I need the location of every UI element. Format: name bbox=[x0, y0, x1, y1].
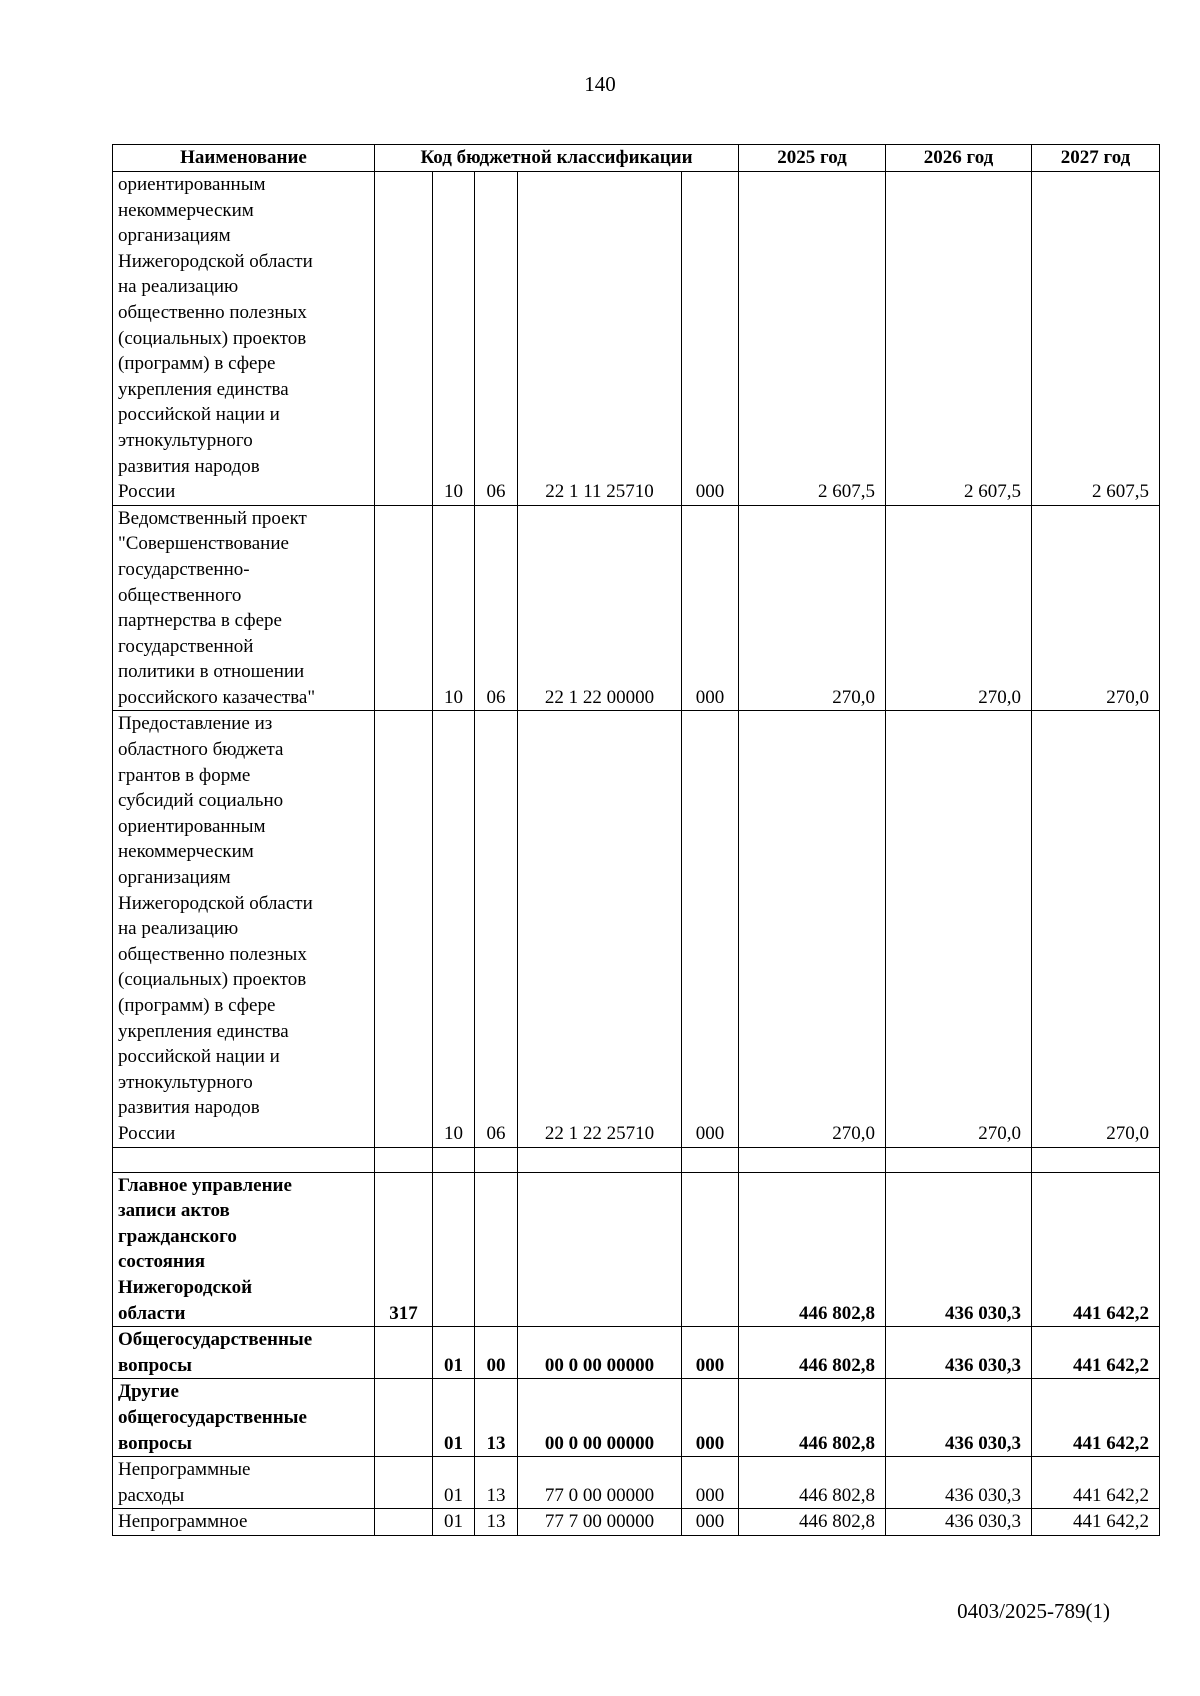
cell-ved bbox=[375, 1509, 433, 1536]
name-line: российской нации и bbox=[118, 1046, 280, 1068]
cell-2027: 270,0 bbox=[1032, 711, 1160, 1147]
cell-2026: 436 030,3 bbox=[886, 1509, 1032, 1536]
cell-pr bbox=[475, 1147, 518, 1172]
cell-2027: 441 642,2 bbox=[1032, 1457, 1160, 1509]
cell-2026: 270,0 bbox=[886, 505, 1032, 711]
name-line: (социальных) проектов bbox=[118, 969, 307, 991]
cell-ved bbox=[375, 505, 433, 711]
cell-rz bbox=[433, 1147, 475, 1172]
cell-csr: 22 1 11 25710 bbox=[518, 172, 682, 506]
cell-vr: 000 bbox=[682, 1457, 739, 1509]
name-line: государственно- bbox=[118, 558, 250, 580]
cell-csr: 22 1 22 00000 bbox=[518, 505, 682, 711]
cell-rz: 10 bbox=[433, 505, 475, 711]
name-line: состояния bbox=[118, 1251, 206, 1273]
cell-pr: 00 bbox=[475, 1327, 518, 1379]
cell-2027: 441 642,2 bbox=[1032, 1172, 1160, 1327]
name-line: укрепления единства bbox=[118, 1020, 289, 1042]
table-row bbox=[113, 172, 1160, 506]
name-line: государственной bbox=[118, 635, 254, 657]
header-2026: 2026 год bbox=[886, 145, 1032, 172]
name-line: Нижегородской bbox=[118, 1276, 253, 1298]
header-2027: 2027 год bbox=[1032, 145, 1160, 172]
cell-2026: 436 030,3 bbox=[886, 1327, 1032, 1379]
cell-name bbox=[113, 172, 375, 506]
table-header-row bbox=[113, 145, 1160, 172]
cell-pr bbox=[475, 1172, 518, 1327]
name-line: политики в отношении bbox=[118, 661, 305, 683]
name-line: этнокультурного bbox=[118, 1071, 253, 1093]
name-line: (программ) в сфере bbox=[118, 995, 276, 1016]
name-line: Непрограммные bbox=[118, 1459, 251, 1481]
name-line: Общегосударственные bbox=[118, 1329, 313, 1351]
name-line: вопросы bbox=[118, 1354, 192, 1376]
name-line: этнокультурного bbox=[118, 429, 253, 451]
cell-ved bbox=[375, 711, 433, 1147]
name-line: грантов в форме bbox=[118, 764, 251, 786]
cell-rz: 01 bbox=[433, 1327, 475, 1379]
name-line: российского казачества" bbox=[118, 686, 316, 708]
cell-2026: 436 030,3 bbox=[886, 1457, 1032, 1509]
cell-rz: 01 bbox=[433, 1379, 475, 1457]
name-line: России bbox=[118, 481, 176, 503]
name-line: Предоставление из bbox=[118, 713, 273, 735]
table-row bbox=[113, 711, 1160, 1147]
cell-2026: 270,0 bbox=[886, 711, 1032, 1147]
cell-pr: 06 bbox=[475, 711, 518, 1147]
cell-vr: 000 bbox=[682, 711, 739, 1147]
name-line: записи актов bbox=[118, 1200, 230, 1222]
cell-vr: 000 bbox=[682, 1379, 739, 1457]
cell-ved bbox=[375, 1327, 433, 1379]
cell-2026 bbox=[886, 1147, 1032, 1172]
name-line: развития народов bbox=[118, 1097, 260, 1119]
name-line: (программ) в сфере bbox=[118, 353, 276, 375]
cell-name bbox=[113, 1509, 375, 1536]
cell-pr: 06 bbox=[475, 505, 518, 711]
cell-vr: 000 bbox=[682, 1327, 739, 1379]
name-line: ориентированным bbox=[118, 815, 266, 837]
name-line: Непрограммное bbox=[118, 1511, 248, 1533]
cell-ved bbox=[375, 1379, 433, 1457]
name-line: общественно полезных bbox=[118, 301, 307, 323]
name-line: некоммерческим bbox=[118, 841, 254, 863]
cell-2025: 446 802,8 bbox=[739, 1379, 886, 1457]
cell-2025: 2 607,5 bbox=[739, 172, 886, 506]
cell-2025: 270,0 bbox=[739, 505, 886, 711]
table-row bbox=[113, 1327, 1160, 1379]
name-line: российской нации и bbox=[118, 404, 280, 426]
cell-rz: 10 bbox=[433, 172, 475, 506]
budget-table bbox=[112, 144, 1160, 1536]
cell-name bbox=[113, 1172, 375, 1327]
cell-ved bbox=[375, 1147, 433, 1172]
cell-rz: 10 bbox=[433, 711, 475, 1147]
name-line: Ведомственный проект bbox=[118, 507, 307, 529]
cell-csr: 77 7 00 00000 bbox=[518, 1509, 682, 1536]
cell-pr: 13 bbox=[475, 1457, 518, 1509]
cell-ved: 317 bbox=[375, 1172, 433, 1327]
table-row bbox=[113, 1509, 1160, 1536]
cell-rz bbox=[433, 1172, 475, 1327]
cell-csr: 22 1 22 25710 bbox=[518, 711, 682, 1147]
cell-vr: 000 bbox=[682, 505, 739, 711]
table-row bbox=[113, 1457, 1160, 1509]
name-line: укрепления единства bbox=[118, 378, 289, 400]
cell-vr: 000 bbox=[682, 172, 739, 506]
cell-csr: 00 0 00 00000 bbox=[518, 1327, 682, 1379]
cell-csr: 77 0 00 00000 bbox=[518, 1457, 682, 1509]
name-line: субсидий социально bbox=[118, 790, 284, 812]
cell-2025: 446 802,8 bbox=[739, 1327, 886, 1379]
cell-ved bbox=[375, 172, 433, 506]
name-line: развития народов bbox=[118, 455, 260, 477]
cell-2027: 441 642,2 bbox=[1032, 1509, 1160, 1536]
name-line: организациям bbox=[118, 225, 231, 247]
name-line: партнерства в сфере bbox=[118, 610, 282, 632]
cell-vr bbox=[682, 1147, 739, 1172]
name-line: общегосударственные bbox=[118, 1406, 307, 1428]
table-body bbox=[113, 172, 1160, 1536]
name-line: на реализацию bbox=[118, 276, 239, 298]
cell-2026: 436 030,3 bbox=[886, 1379, 1032, 1457]
table-row bbox=[113, 1172, 1160, 1327]
cell-ved bbox=[375, 1457, 433, 1509]
name-line: некоммерческим bbox=[118, 199, 254, 221]
cell-csr: 00 0 00 00000 bbox=[518, 1379, 682, 1457]
cell-csr bbox=[518, 1172, 682, 1327]
cell-rz: 01 bbox=[433, 1509, 475, 1536]
table-row bbox=[113, 1147, 1160, 1172]
cell-2025: 446 802,8 bbox=[739, 1457, 886, 1509]
document-code: 0403/2025-789(1) bbox=[957, 1599, 1110, 1623]
table-row bbox=[113, 505, 1160, 711]
cell-name bbox=[113, 1457, 375, 1509]
name-line: России bbox=[118, 1122, 176, 1144]
name-line: общественного bbox=[118, 584, 242, 606]
cell-2025 bbox=[739, 1147, 886, 1172]
cell-pr: 13 bbox=[475, 1509, 518, 1536]
name-line: Нижегородской области bbox=[118, 892, 313, 914]
cell-2025: 446 802,8 bbox=[739, 1172, 886, 1327]
cell-2025: 446 802,8 bbox=[739, 1509, 886, 1536]
name-line: Нижегородской области bbox=[118, 250, 313, 272]
header-2025: 2025 год bbox=[739, 145, 886, 172]
name-line: области bbox=[118, 1302, 186, 1324]
cell-csr bbox=[518, 1147, 682, 1172]
name-line: ориентированным bbox=[118, 174, 266, 195]
cell-2025: 270,0 bbox=[739, 711, 886, 1147]
name-line: (социальных) проектов bbox=[118, 327, 307, 349]
cell-name bbox=[113, 1147, 375, 1172]
name-line: вопросы bbox=[118, 1432, 192, 1454]
cell-name bbox=[113, 1379, 375, 1457]
cell-2027: 2 607,5 bbox=[1032, 172, 1160, 506]
header-name: Наименование bbox=[113, 145, 375, 172]
cell-name bbox=[113, 711, 375, 1147]
table-row bbox=[113, 1379, 1160, 1457]
name-line: гражданского bbox=[118, 1225, 237, 1247]
name-line: на реализацию bbox=[118, 918, 239, 940]
cell-2027: 270,0 bbox=[1032, 505, 1160, 711]
cell-pr: 06 bbox=[475, 172, 518, 506]
name-line: общественно полезных bbox=[118, 943, 307, 965]
cell-vr bbox=[682, 1172, 739, 1327]
name-line: Другие bbox=[118, 1381, 179, 1403]
cell-2026: 436 030,3 bbox=[886, 1172, 1032, 1327]
cell-2026: 2 607,5 bbox=[886, 172, 1032, 506]
name-line: расходы bbox=[118, 1484, 185, 1506]
cell-pr: 13 bbox=[475, 1379, 518, 1457]
header-code: Код бюджетной классификации bbox=[375, 145, 739, 172]
name-line: Главное управление bbox=[118, 1174, 292, 1196]
cell-2027: 441 642,2 bbox=[1032, 1327, 1160, 1379]
page-number: 140 bbox=[584, 72, 616, 96]
cell-2027: 441 642,2 bbox=[1032, 1379, 1160, 1457]
cell-rz: 01 bbox=[433, 1457, 475, 1509]
cell-name bbox=[113, 505, 375, 711]
cell-name bbox=[113, 1327, 375, 1379]
cell-2027 bbox=[1032, 1147, 1160, 1172]
cell-vr: 000 bbox=[682, 1509, 739, 1536]
name-line: областного бюджета bbox=[118, 739, 284, 761]
name-line: организациям bbox=[118, 867, 231, 889]
name-line: "Совершенствование bbox=[118, 533, 289, 555]
